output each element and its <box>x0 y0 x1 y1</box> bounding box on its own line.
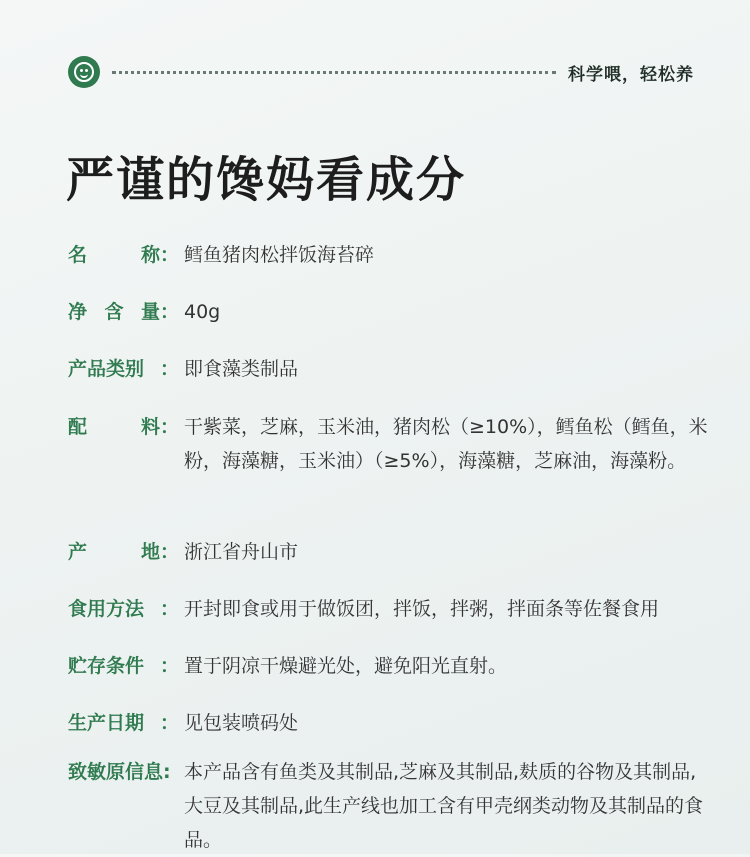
info-label: 名 称 <box>68 244 160 266</box>
slogan: 科学喂，轻松养 <box>568 64 694 85</box>
info-row-net-content <box>68 297 708 329</box>
label-colon: ： <box>160 541 180 563</box>
label-colon: ： <box>160 416 180 438</box>
info-value: 开封即食或用于做饭团，拌饭，拌粥，拌面条等佐餐食用 <box>184 598 660 620</box>
info-row-production-date <box>68 708 708 740</box>
info-value: 40g <box>184 301 221 323</box>
label-colon: ： <box>160 301 180 323</box>
label-colon: ： <box>160 598 180 620</box>
info-label: 净 含 量 <box>68 301 160 323</box>
info-label: 产 地 <box>68 541 160 563</box>
allergen-value: 本产品含有鱼类及其制品,芝麻及其制品,麸质的谷物及其制品,大豆及其制品,此生产线也加工含有甲壳纲类动物及其制品的食品。 <box>184 761 704 851</box>
info-value: 浙江省舟山市 <box>184 541 299 563</box>
info-label: 生产日期 <box>68 712 145 734</box>
info-value: 干紫菜，芝麻，玉米油，猪肉松（≥10%），鳕鱼松（鳕鱼，米粉，海藻糖，玉米油）（≥5%），海藻糖，芝麻油，海藻粉。 <box>184 416 708 472</box>
label-colon: ： <box>160 244 180 266</box>
info-row-origin <box>68 537 708 569</box>
info-row-allergen <box>68 757 708 857</box>
info-row-storage <box>68 651 708 683</box>
info-value: 置于阴凉干燥避光处，避免阳光直射。 <box>184 655 508 677</box>
info-row-ingredients <box>68 412 708 478</box>
dotted-divider <box>112 71 556 74</box>
info-label: 食用方法 <box>68 598 145 620</box>
info-value: 即食藻类制品 <box>184 358 299 380</box>
info-label: 产品类别 <box>68 358 145 380</box>
info-label: 配 料 <box>68 416 160 438</box>
header <box>68 56 694 88</box>
info-value: 见包装喷码处 <box>184 712 299 734</box>
smiley-leaf-logo-icon <box>68 56 100 88</box>
info-value: 鳕鱼猪肉松拌饭海苔碎 <box>184 244 375 266</box>
label-colon: ： <box>160 655 180 677</box>
info-row-usage <box>68 594 708 626</box>
info-row-name <box>68 240 708 272</box>
page-title: 严谨的馋妈看成分 <box>66 152 467 208</box>
info-label: 贮存条件 <box>68 655 145 677</box>
allergen-label: 致敏原信息: <box>68 761 171 783</box>
label-colon: ： <box>160 712 180 734</box>
info-row-category <box>68 354 708 386</box>
label-colon: ： <box>160 358 180 380</box>
